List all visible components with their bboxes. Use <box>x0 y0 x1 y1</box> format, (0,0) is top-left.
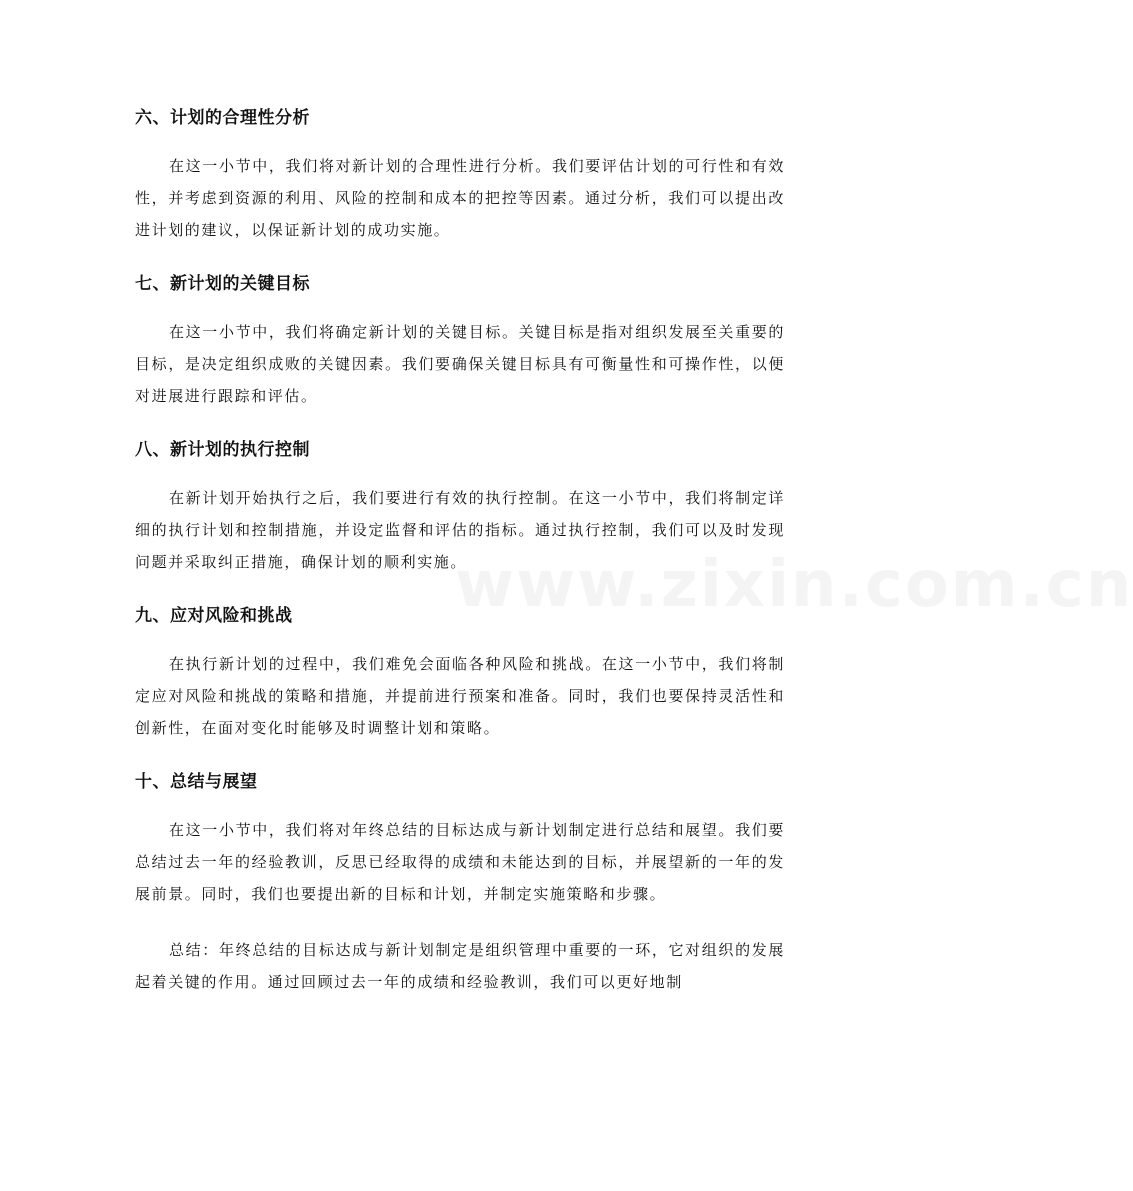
section-paragraph: 在这一小节中，我们将对年终总结的目标达成与新计划制定进行总结和展望。我们要总结过去一年的经验教训，反思已经取得的成绩和未能达到的目标，并展望新的一年的发展前景。同时，我们也要提出新的目标和计划，并制定实施策略和步骤。 <box>135 821 785 903</box>
section-7 <box>135 270 785 412</box>
section-heading: 六、计划的合理性分析 <box>135 108 310 128</box>
document-page <box>135 104 785 1022</box>
summary-paragraph: 总结：年终总结的目标达成与新计划制定是组织管理中重要的一环，它对组织的发展起着关键的作用。通过回顾过去一年的成绩和经验教训，我们可以更好地制 <box>135 941 785 991</box>
section-8 <box>135 436 785 578</box>
section-paragraph: 在这一小节中，我们将确定新计划的关键目标。关键目标是指对组织发展至关重要的目标，是决定组织成败的关键因素。我们要确保关键目标具有可衡量性和可操作性，以便对进展进行跟踪和评估。 <box>135 323 785 405</box>
section-6 <box>135 104 785 246</box>
watermark: www.zixin.com.cn <box>455 548 1133 622</box>
section-9 <box>135 602 785 744</box>
section-paragraph: 在新计划开始执行之后，我们要进行有效的执行控制。在这一小节中，我们将制定详细的执行计划和控制措施，并设定监督和评估的指标。通过执行控制，我们可以及时发现问题并采取纠正措施，确保计划的顺利实施。 <box>135 489 785 571</box>
section-10 <box>135 768 785 910</box>
section-heading: 八、新计划的执行控制 <box>135 440 310 460</box>
section-paragraph: 在执行新计划的过程中，我们难免会面临各种风险和挑战。在这一小节中，我们将制定应对风险和挑战的策略和措施，并提前进行预案和准备。同时，我们也要保持灵活性和创新性，在面对变化时能够及时调整计划和策略。 <box>135 655 785 737</box>
section-heading: 七、新计划的关键目标 <box>135 274 310 294</box>
section-heading: 十、总结与展望 <box>135 772 258 792</box>
section-paragraph: 在这一小节中，我们将对新计划的合理性进行分析。我们要评估计划的可行性和有效性，并考虑到资源的利用、风险的控制和成本的把控等因素。通过分析，我们可以提出改进计划的建议，以保证新计划的成功实施。 <box>135 157 785 239</box>
section-heading: 九、应对风险和挑战 <box>135 606 293 626</box>
